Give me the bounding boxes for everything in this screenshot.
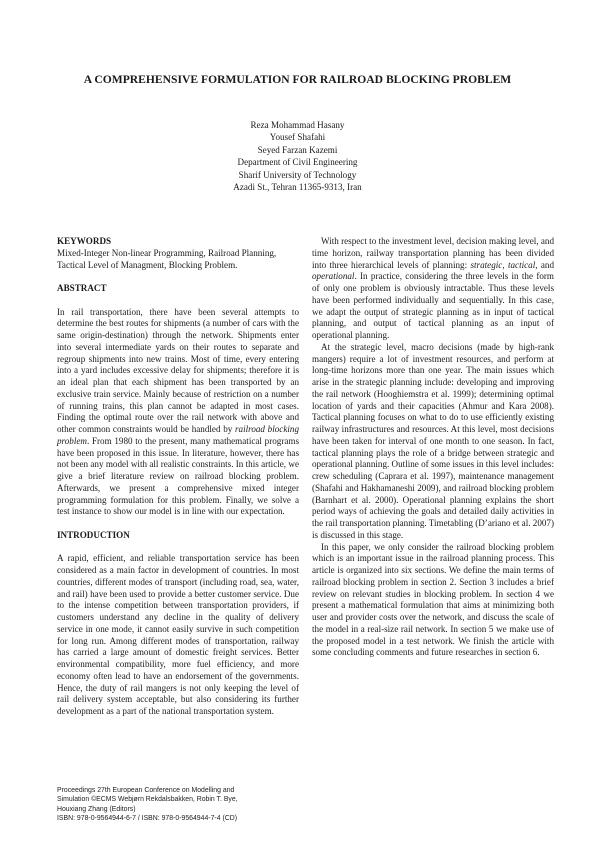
paper-title: A COMPREHENSIVE FORMULATION FOR RAILROAD BLOCKING PROBLEM xyxy=(83,73,512,86)
footer-line: Simulation ©ECMS Webjørn Rekdalsbakken, Robin T. Bye, xyxy=(57,796,238,804)
affiliation-address: Azadi St., Tehran 11365-9313, Iran xyxy=(233,182,362,193)
abstract-heading: ABSTRACT xyxy=(57,283,107,293)
right-column xyxy=(312,236,554,659)
abstract-text: In rail transportation, there have been several attempts to determine the best routes for shipments (a number of cars with the same origin-destination) through the network. Shipments enter into several intermediate yards on their routes to separate and regroup shipments into new trains. Most of time, every entering into a yard includes excessive delay for shipments; therefore it is an ideal plan that each shipment has been transported by an exclusive train service. Mainly because of restriction on a number of running trains, this plan cannot be adapted in most cases. Finding the optimal route over the rail network with above and other common constraints would be handled by railroad blocking problem. From 1980 to the present, many mathematical programs have been proposed in this issue. In literature, however, there has not been any model with all realistic constraints. In this article, we give a brief literature review on railroad blocking problem. Afterwards, we present a comprehensive mixed integer programming formulation for this problem. Finally, we solve a test instance to show our model is in line with our expectation. xyxy=(57,306,299,517)
introduction-heading: INTRODUCTION xyxy=(57,529,130,540)
author-name: Reza Mohammad Hasany xyxy=(250,120,345,130)
introduction-paragraph-3: At the strategic level, macro decisions (made by high-rank mangers) require a lot of investment resources, and perform at long-time horizons more than one year. The main issues which arise in the strategic planning include: developing and improving the rail network (Hooghiemstra et al. 1999); determining optimal location of yards and their capacities (Ahmur and Kara 2008). Tactical planning focuses on what to do to use efficiently existing railway infrastructures and resources. At this level, most decisions have been taken for interval of one month to one season. In fact, tactical planning plays the role of a bridge between strategic and operational planning. Outline of some issues in this level includes: crew scheduling (Caprara et al. 1997), maintenance management (Shafahi and Hakhamaneshi 2009), and railroad blocking problem (Barnhart et al. 2000). Operational planning explains the short period ways of achieving the goals and detailed daily activities in the rail transportation planning. Timetabling (D’ariano et al. 2007) is discussed in this stage. xyxy=(312,341,554,540)
keywords-text: Mixed-Integer Non-linear Programming, Railroad Planning, Tactical Level of Managment, Blocking Problem. xyxy=(57,247,277,270)
author-name: Yousef Shafahi xyxy=(269,132,326,143)
left-column xyxy=(57,236,299,718)
footer-line: Houxiang Zhang (Editors) xyxy=(57,805,136,813)
footer-line: Proceedings 27th European Conference on Modelling and xyxy=(57,787,235,794)
introduction-paragraph-1: A rapid, efficient, and reliable transportation service has been considered as a main factor in development of countries. In most countries, different modes of transport (including road, sea, water, and rail) have been used to provide a better customer service. Due to the intense competition between transportation providers, if customers understand any decline in the quality of delivery service in one mode, it cannot easily survive in such competition for long run. Among different modes of transportation, railway has carried a large amount of domestic freight services. Better environmental compatibility, more fuel efficiency, and more economy often lead to have an endorsement of the governments. Hence, the duty of rail mangers is not only keeping the level of rail delivery system acceptable, but also considering its further development as a part of the national transportation system. xyxy=(57,553,299,716)
abstract-italic-term: railroad blocking problem xyxy=(57,424,299,446)
proceedings-footer xyxy=(57,786,307,823)
affiliation-department: Department of Civil Engineering xyxy=(237,157,358,168)
keywords-heading: KEYWORDS xyxy=(57,236,112,246)
footer-isbn: ISBN: 978-0-9564944-6-7 / ISBN: 978-0-9564944-7-4 (CD) xyxy=(57,814,238,822)
author-block xyxy=(120,119,475,193)
affiliation-university: Sharif University of Technology xyxy=(238,169,357,180)
introduction-paragraph-2: With respect to the investment level, decision making level, and time horizon, railway transportation planning has been divided into three hierarchical levels of planning: strategic, tactical, and operational. In practice, considering the three levels in the form of only one problem is obviously intractable. Thus these levels have been performed individually and sequentially. In this case, we adapt the output of strategic planning as in input of tactical planning, and output of tactical planning as an input of operational planning. xyxy=(312,236,554,340)
author-name: Seyed Farzan Kazemi xyxy=(257,144,338,155)
introduction-paragraph-4: In this paper, we only consider the railroad blocking problem which is an important issue in the railroad planning process. This article is organized into six sections. We define the main terms of railroad blocking problem in section 2. Section 3 includes a brief review on relevant studies in blocking problem. In section 4 we present a mathematical formulation that aims at minimizing both user and provider costs over the network, and discuss the scale of the model in a real-size rail network. In section 5 we make use of the proposed model in a test network. We finish the article with some concluding comments and future researches in section 6. xyxy=(312,541,554,658)
